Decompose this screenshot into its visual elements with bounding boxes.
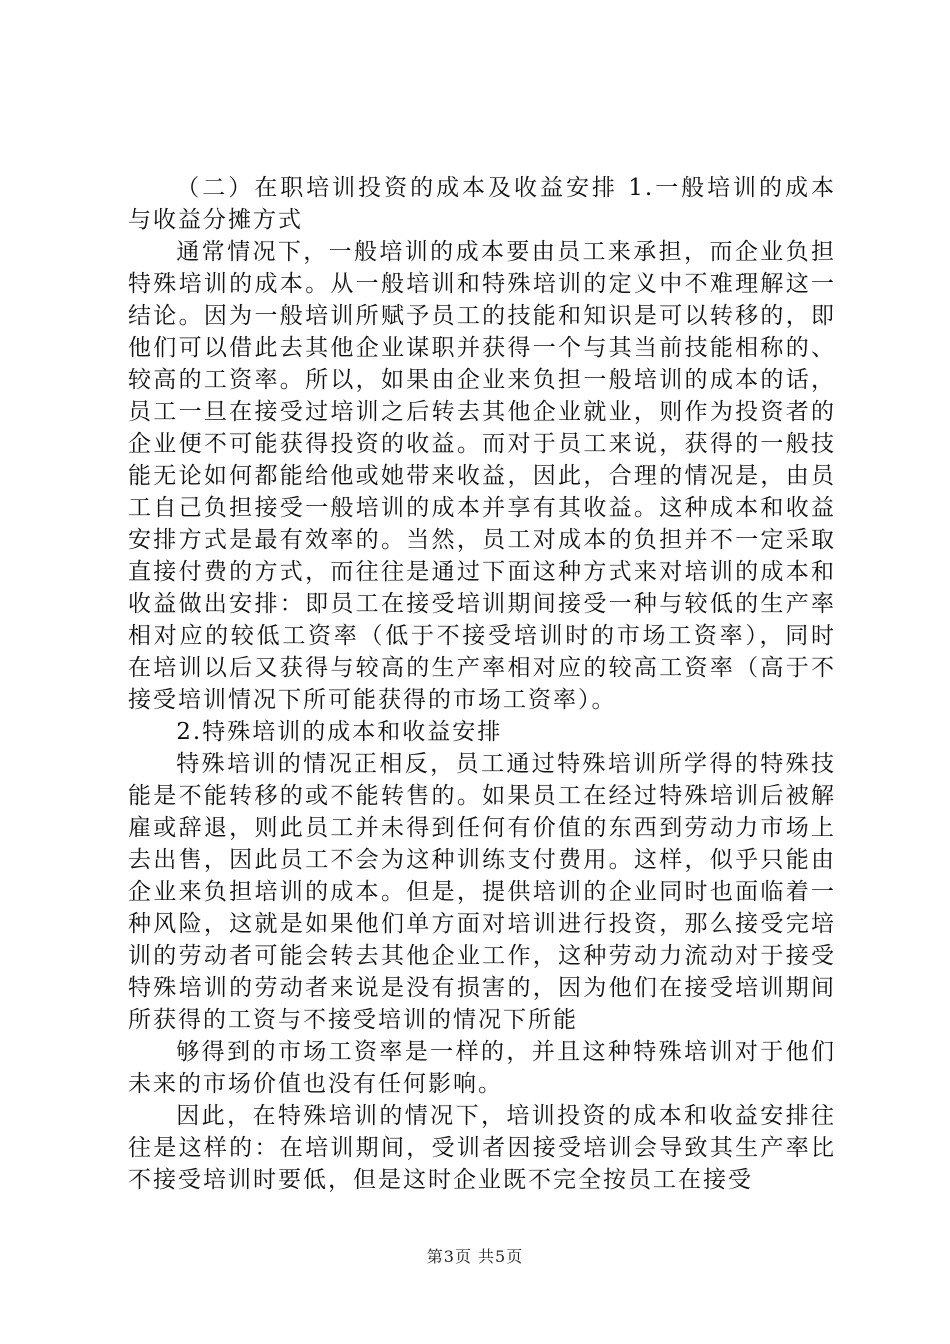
document-body (128, 172, 836, 1196)
page-footer: 第3页 共5页 (426, 1247, 524, 1266)
subheading-paragraph: 2.特殊培训的成本和收益安排 (176, 719, 503, 745)
body-paragraph: 特殊培训的情况正相反，员工通过特殊培训所学得的特殊技能是不能转移的或不能转售的。如果员工在经过特殊培训后被解雇或辞退，则此员工并未得到任何有价值的东西到劳动力市场上去出售，因此员工不会为这种训练支付费用。这样，似乎只能由企业来负担培训的成本。但是，提供培训的企业同时也面临着一种风险，这就是如果他们单方面对培训进行投资，那么接受完培训的劳动者可能会转去其他企业工作，这种劳动力流动对于接受特殊培训的劳动者来说是没有损害的，因为他们在接受培训期间所获得的工资与不接受培训的情况下所能 (128, 751, 836, 1033)
body-paragraph: 够得到的市场工资率是一样的，并且这种特殊培训对于他们未来的市场价值也没有任何影响。 (128, 1039, 836, 1097)
body-paragraph: 通常情况下，一般培训的成本要由员工来承担，而企业负担特殊培训的成本。从一般培训和特殊培训的定义中不难理解这一结论。因为一般培训所赋予员工的技能和知识是可以转移的，即他们可以借此去其他企业谋职并获得一个与其当前技能相称的、较高的工资率。所以，如果由企业来负担一般培训的成本的话，员工一旦在接受过培训之后转去其他企业就业，则作为投资者的企业便不可能获得投资的收益。而对于员工来说，获得的一般技能无论如何都能给他或她带来收益，因此，合理的情况是，由员工自己负担接受一般培训的成本并享有其收益。这种成本和收益安排方式是最有效率的。当然，员工对成本的负担并不一定采取直接付费的方式，而往往是通过下面这种方式来对培训的成本和收益做出安排：即员工在接受培训期间接受一种与较低的生产率相对应的较低工资率（低于不接受培训时的市场工资率），同时在培训以后又获得与较高的生产率相对应的较高工资率（高于不接受培训情况下所可能获得的市场工资率）。 (128, 239, 836, 713)
heading-paragraph: （二）在职培训投资的成本及收益安排 1.一般培训的成本与收益分摊方式 (128, 175, 836, 233)
body-paragraph: 因此，在特殊培训的情况下，培训投资的成本和收益安排往往是这样的：在培训期间，受训者因接受培训会导致其生产率比不接受培训时要低，但是这时企业既不完全按员工在接受 (128, 1103, 836, 1193)
